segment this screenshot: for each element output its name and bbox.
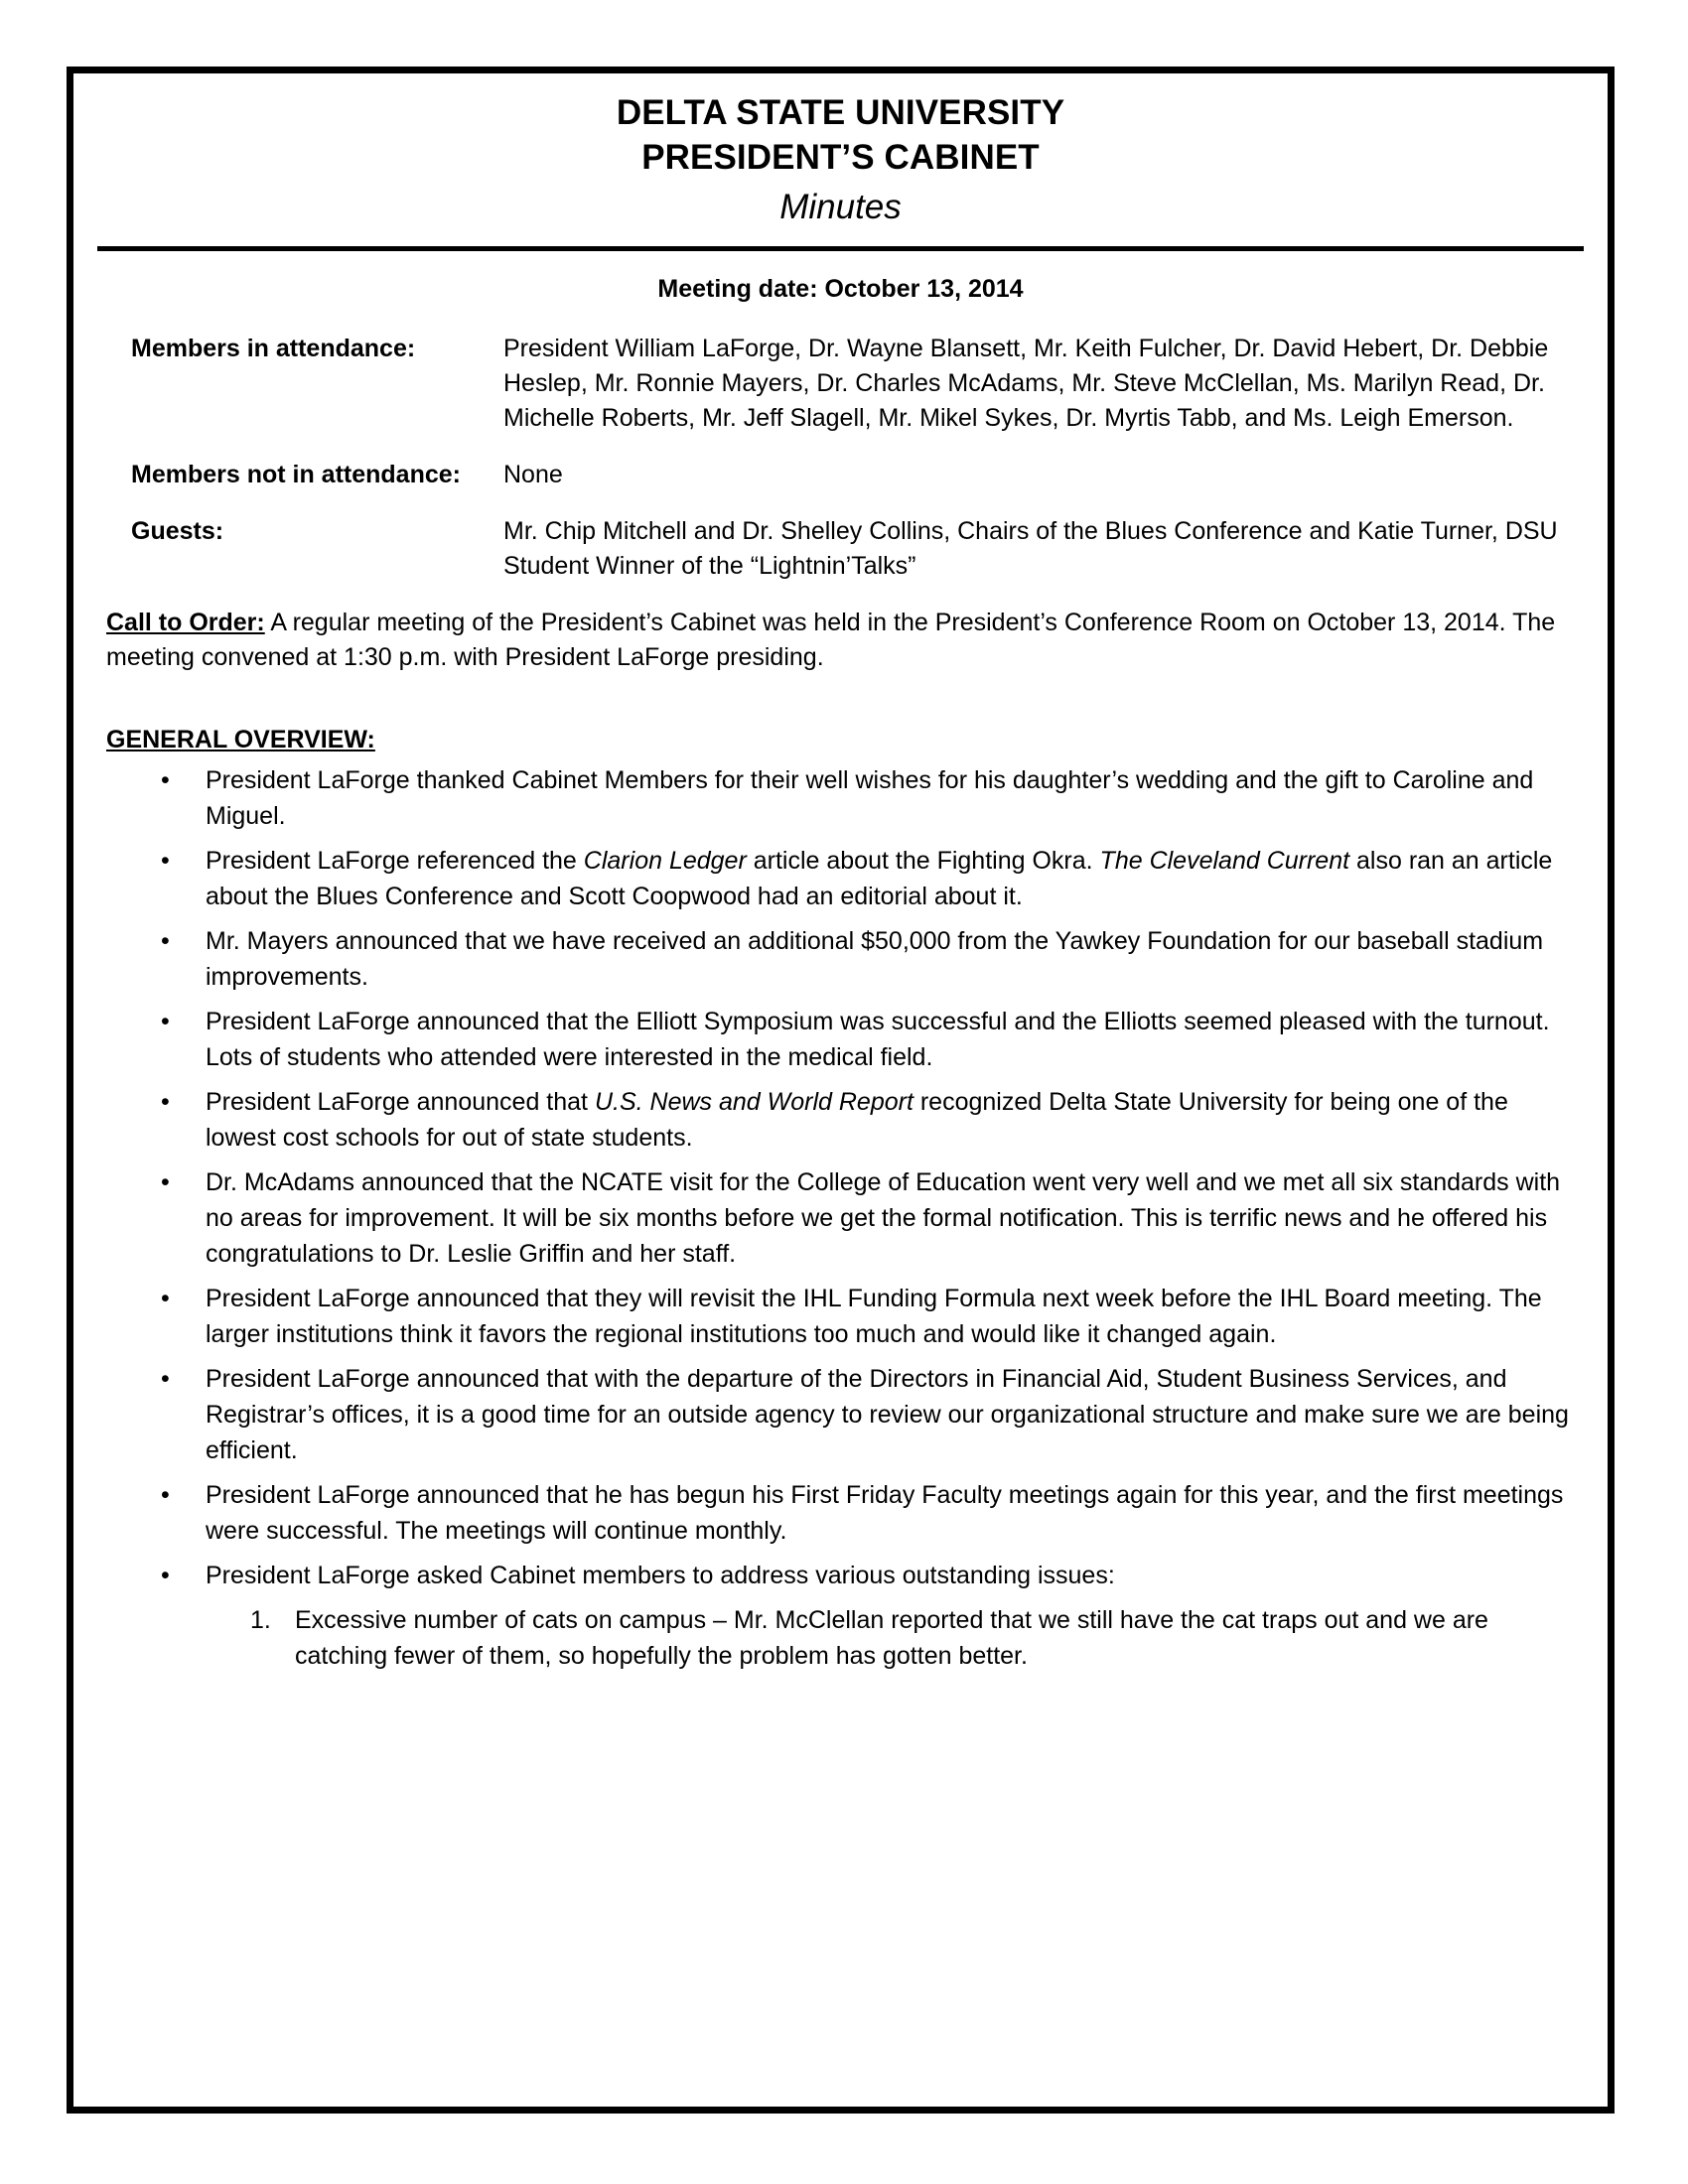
list-item-text: President LaForge asked Cabinet members to address various outstanding issues: (206, 1562, 1115, 1589)
title-subtitle: Minutes (779, 188, 902, 226)
attendance-row-members-not-in (73, 458, 1608, 492)
bullet-icon: • (161, 847, 170, 875)
list-item-text: Excessive number of cats on campus – Mr. McClellan reported that we still have the cat traps out and we are catching fewer of them, so hopefully the problem has gotten better. (295, 1606, 1488, 1670)
list-item (73, 1602, 1608, 1674)
list-item-text: President LaForge thanked Cabinet Members for their well wishes for his daughter’s wedding and the gift to Caroline and Miguel. (206, 766, 1534, 830)
bullet-icon: • (161, 1168, 170, 1196)
list-item (73, 1164, 1608, 1272)
call-to-order-paragraph (73, 606, 1608, 675)
attendance-block (73, 332, 1608, 584)
list-item-italic: Clarion Ledger (583, 847, 747, 875)
list-item-text: President LaForge announced that the Elliott Symposium was successful and the Elliotts seemed pleased with the turnout. Lots of students who attended were interested in the medical field. (206, 1008, 1550, 1071)
document-page (67, 67, 1615, 2114)
bullet-icon: • (161, 1008, 170, 1035)
list-item (73, 1558, 1608, 1593)
title-line-1: DELTA STATE UNIVERSITY (616, 93, 1065, 132)
list-item-text-after: also ran an article about the Blues Conference and Scott Coopwood had an editorial about it. (206, 847, 1553, 910)
attendance-value: None (503, 461, 563, 488)
title-divider-rule (97, 246, 1584, 251)
list-item (73, 1361, 1608, 1468)
attendance-row-members-in (73, 332, 1608, 436)
list-item (73, 1281, 1608, 1352)
list-item-italic: The Cleveland Current (1099, 847, 1350, 875)
list-item-text: President LaForge announced that he has begun his First Friday Faculty meetings again for this year, and the first meetings were successful. The meetings will continue monthly. (206, 1481, 1564, 1545)
attendance-label: Members in attendance: (131, 335, 416, 362)
bullet-icon: • (161, 1481, 170, 1509)
attendance-value: President William LaForge, Dr. Wayne Blansett, Mr. Keith Fulcher, Dr. David Hebert, Dr. Debbie Heslep, Mr. Ronnie Mayers, Dr. Charles McAdams, Mr. Steve McClellan, Ms. Marilyn Read, Dr. Michelle Roberts, Mr. Jeff Slagell, Mr. Mikel Sykes, Dr. Myrtis Tabb, and Ms. Leigh Emerson. (503, 335, 1549, 432)
bullet-icon: • (161, 1365, 170, 1393)
list-item (73, 762, 1608, 834)
attendance-row-guests (73, 514, 1608, 584)
list-item-text: Dr. McAdams announced that the NCATE visit for the College of Education went very well and we met all six standards with no areas for improvement. It will be six months before we get the formal notification. This is terrific news and he offered his congratulations to Dr. Leslie Griffin and her staff. (206, 1168, 1561, 1268)
title-line-2: PRESIDENT’S CABINET (641, 138, 1040, 177)
list-item (73, 923, 1608, 995)
list-item-text: President LaForge announced that with the departure of the Directors in Financial Aid, Student Business Services, and Registrar’s offices, it is a good time for an outside agency to review our organizational structure and make sure we are being efficient. (206, 1365, 1569, 1464)
general-overview-heading: GENERAL OVERVIEW: (106, 726, 375, 753)
bullet-icon: • (161, 1285, 170, 1312)
list-item-text: President LaForge announced that they will revisit the IHL Funding Formula next week before the IHL Board meeting. The larger institutions think it favors the regional institutions too much and would like it changed again. (206, 1285, 1542, 1348)
list-item-text-mid: recognized Delta State University for being one of the lowest cost schools for out of state students. (206, 1088, 1508, 1152)
list-item-text: Mr. Mayers announced that we have received an additional $50,000 from the Yawkey Foundation for our baseball stadium improvements. (206, 927, 1544, 991)
meeting-date: Meeting date: October 13, 2014 (657, 275, 1024, 303)
page-content (73, 73, 1608, 2107)
list-item-italic: U.S. News and World Report (594, 1088, 914, 1116)
list-item (73, 1477, 1608, 1549)
attendance-label: Members not in attendance: (131, 461, 461, 488)
list-item (73, 1084, 1608, 1156)
call-to-order-body (106, 609, 1555, 671)
bullet-icon: • (161, 766, 170, 794)
document-title-block (73, 73, 1608, 232)
list-number-marker: 1. (250, 1606, 271, 1634)
list-item (73, 1004, 1608, 1075)
list-item (73, 843, 1608, 914)
attendance-label: Guests: (131, 517, 224, 545)
list-item-text: President LaForge announced that (206, 1088, 595, 1116)
attendance-value: Mr. Chip Mitchell and Dr. Shelley Collins, Chairs of the Blues Conference and Katie Turner, DSU Student Winner of the “Lightnin’Talks” (503, 517, 1558, 580)
call-to-order-body-text: A regular meeting of the President’s Cabinet was held in the President’s Conference Room on October 13, 2014. The meeting convened at 1:30 p.m. with President LaForge presiding. (106, 609, 1556, 671)
bullet-icon: • (161, 1088, 170, 1116)
list-item-text: President LaForge referenced the (206, 847, 584, 875)
bullet-icon: • (161, 927, 170, 955)
bullet-icon: • (161, 1562, 170, 1589)
general-overview-bullet-list (73, 762, 1608, 1593)
outstanding-issues-numbered-list (73, 1602, 1608, 1674)
list-item-text-mid: article about the Fighting Okra. (746, 847, 1100, 875)
call-to-order-heading: Call to Order: (106, 609, 265, 636)
